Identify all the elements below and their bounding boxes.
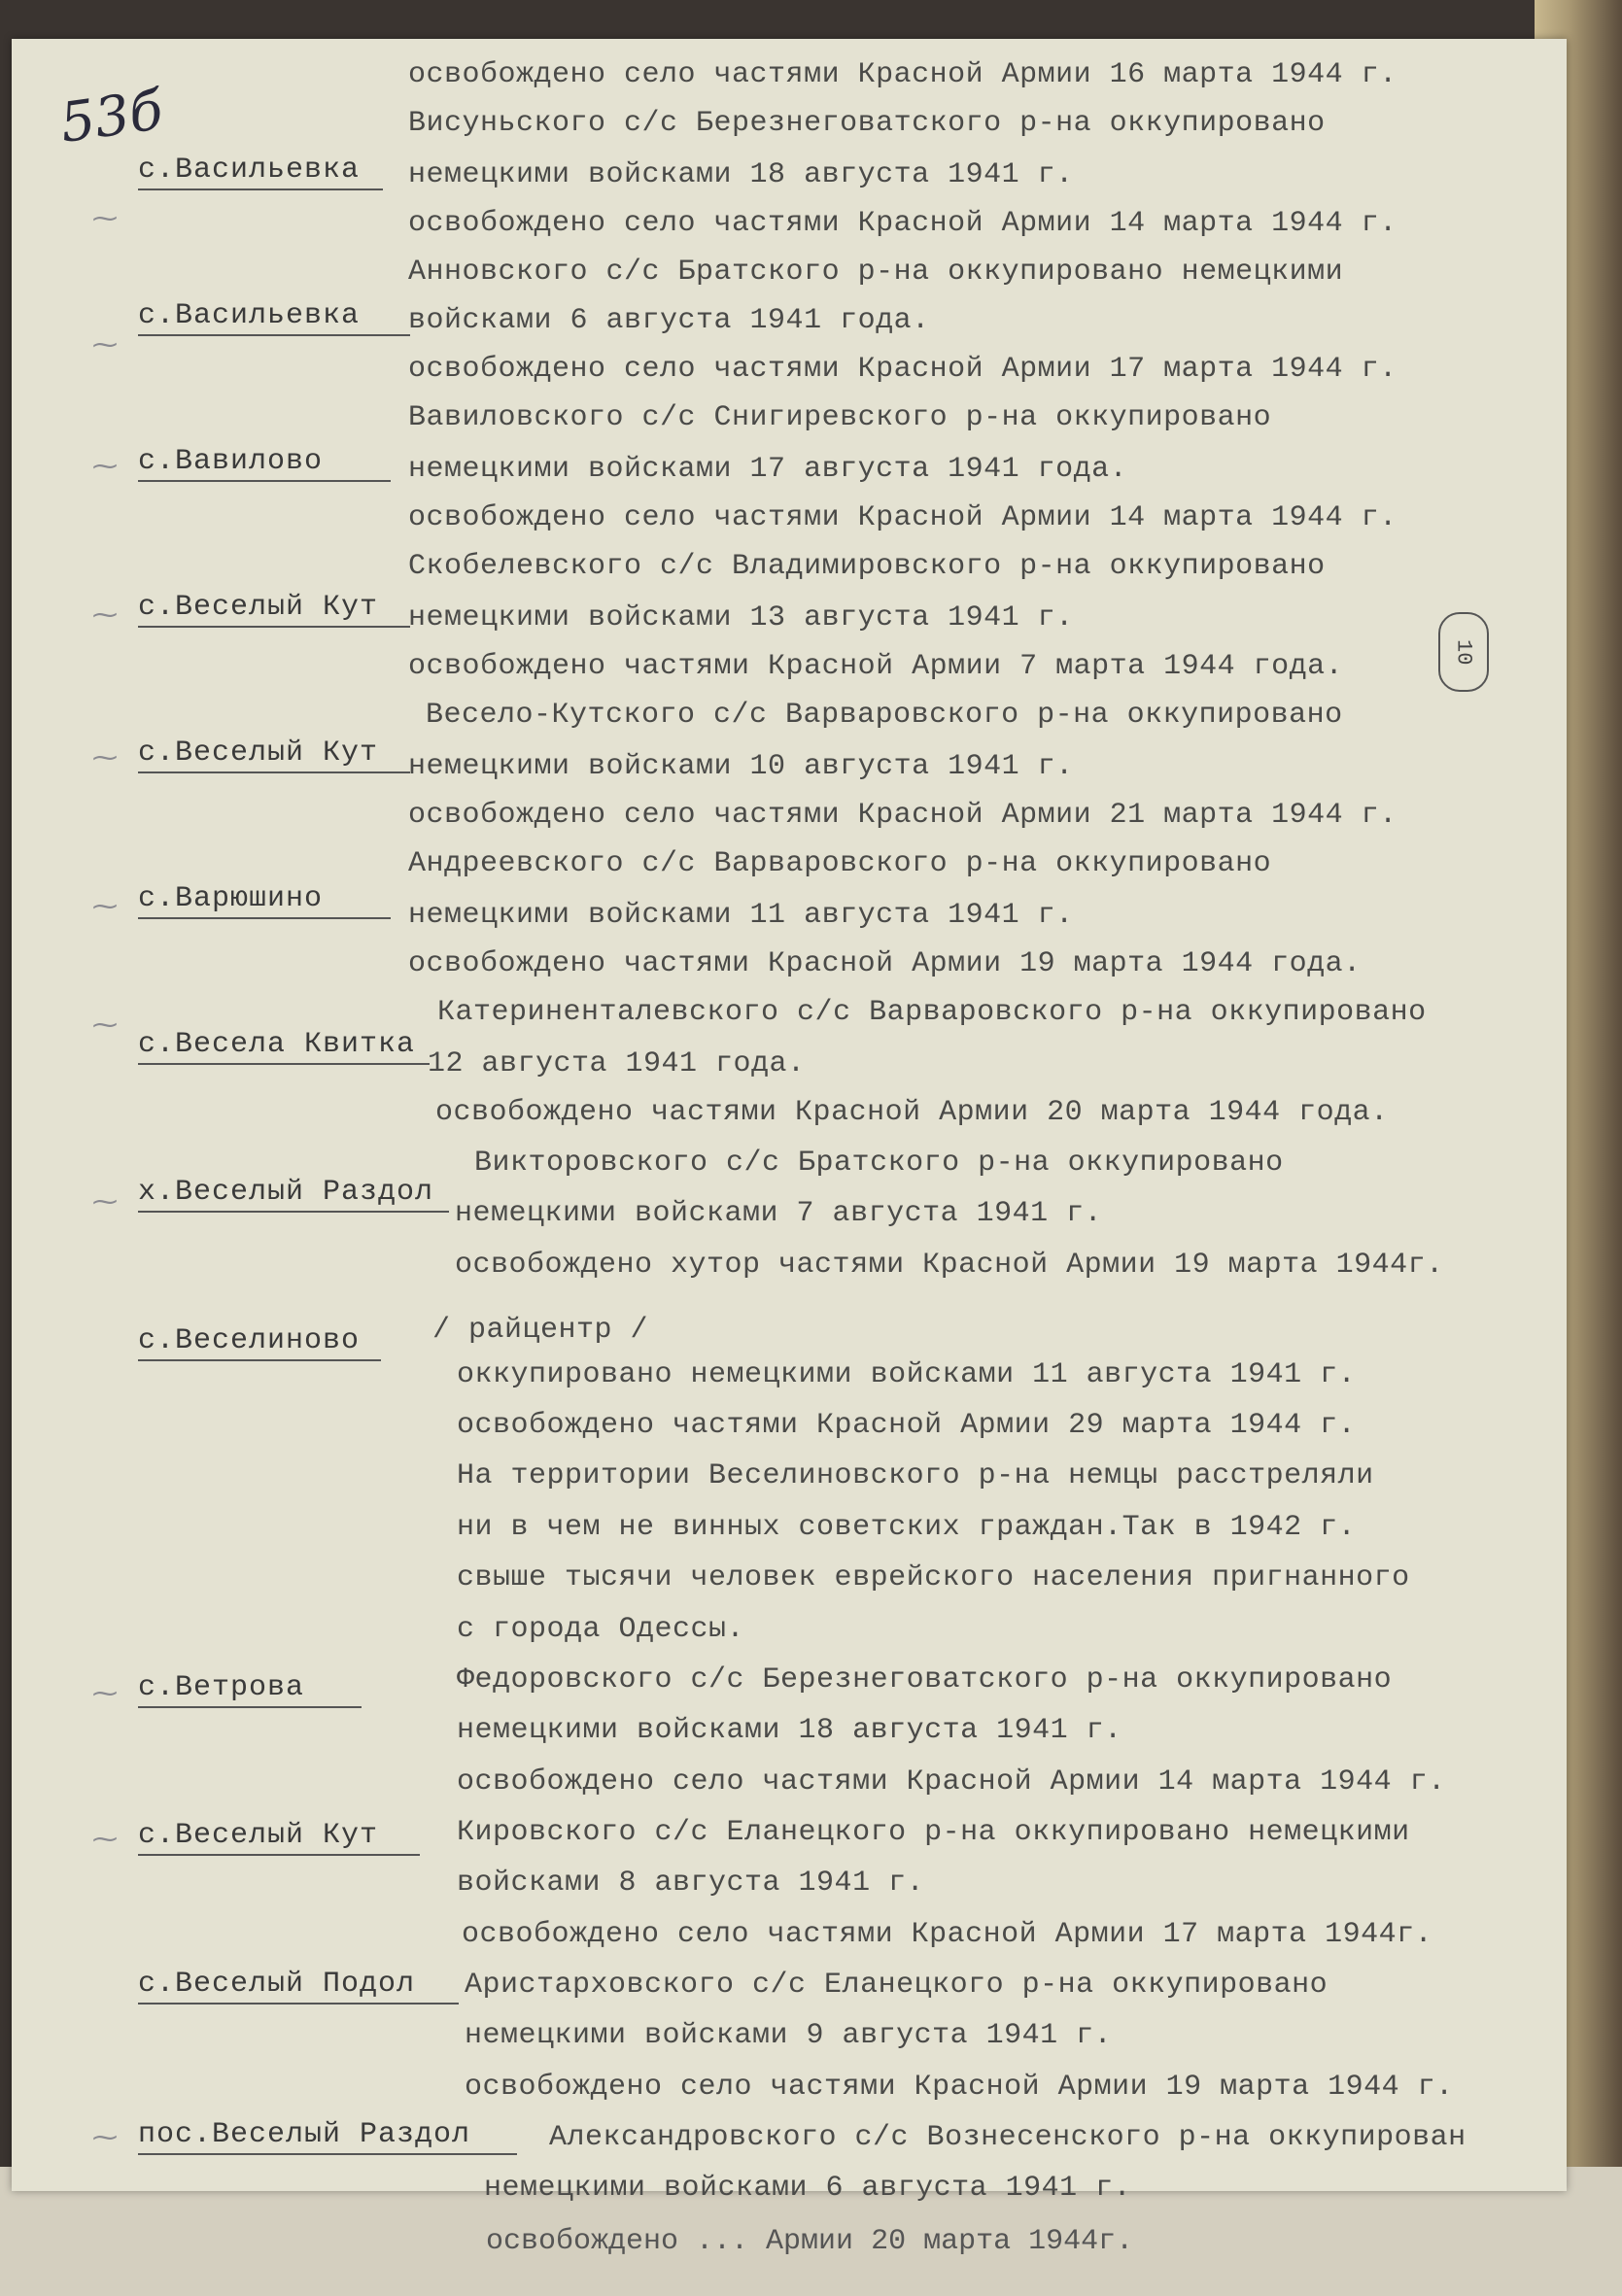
settlement-name: с.Весела Квитка <box>138 1028 430 1065</box>
text-line: 12 августа 1941 года. <box>428 1047 806 1080</box>
text-line: немецкими войсками 18 августа 1941 г. <box>408 158 1074 191</box>
text-line: Вавиловского с/с Снигиревского р-на оккупировано <box>408 401 1272 434</box>
margin-mark: ⁓ <box>92 743 118 772</box>
text-line: освобождено село частями Красной Армии 14 марта 1944 г. <box>408 207 1398 240</box>
text-line: немецкими войсками 18 августа 1941 г. <box>457 1714 1122 1747</box>
text-line: освобождено село частями Красной Армии 14 марта 1944 г. <box>457 1765 1446 1799</box>
text-line: немецкими войсками 13 августа 1941 г. <box>408 601 1074 634</box>
text-line: Андреевского с/с Варваровского р-на оккупировано <box>408 847 1272 880</box>
text-line: немецкими войсками 11 августа 1941 г. <box>408 899 1074 932</box>
text-line: немецкими войсками 9 августа 1941 г. <box>465 2019 1113 2052</box>
settlement-name: с.Веселый Подол <box>138 1968 459 2005</box>
text-line: освобождено село частями Красной Армии 19 марта 1944 г. <box>465 2071 1454 2104</box>
margin-mark: ⁓ <box>92 330 118 360</box>
text-line: немецкими войсками 6 августа 1941 г. <box>484 2172 1132 2205</box>
text-line: освобождено село частями Красной Армии 16 марта 1944 г. <box>408 58 1398 91</box>
text-line: войсками 8 августа 1941 г. <box>457 1867 925 1900</box>
text-line: освобождено частями Красной Армии 7 марта 1944 года. <box>408 650 1344 683</box>
settlement-name: с.Ветрова <box>138 1671 362 1708</box>
settlement-name: с.Веселый Кут <box>138 591 410 628</box>
settlement-name: с.Васильевка <box>138 299 410 336</box>
text-line: Весело-Кутского с/с Варваровского р-на оккупировано <box>426 699 1343 732</box>
text-line: освобождено село частями Красной Армии 17 марта 1944 г. <box>408 353 1398 386</box>
margin-mark: ⁓ <box>92 2123 118 2152</box>
margin-mark: ⁓ <box>92 600 118 630</box>
text-line: Кировского с/с Еланецкого р-на оккупировано немецкими <box>457 1816 1410 1849</box>
text-line: освобождено частями Красной Армии 19 марта 1944 года. <box>408 947 1362 980</box>
text-line: / райцентр / <box>432 1314 649 1347</box>
text-line: освобождено село частями Красной Армии 17 марта 1944г. <box>462 1918 1433 1951</box>
settlement-name: с.Веселый Кут <box>138 1819 420 1856</box>
text-line: войсками 6 августа 1941 года. <box>408 304 930 337</box>
text-line: освобождено село частями Красной Армии 14 марта 1944 г. <box>408 501 1398 534</box>
text-line: освобождено село частями Красной Армии 21 марта 1944 г. <box>408 799 1398 832</box>
settlement-name: х.Веселый Раздол <box>138 1176 449 1213</box>
settlement-name: с.Веселиново <box>138 1324 381 1361</box>
settlement-name: с.Варюшино <box>138 882 391 919</box>
text-line: Висуньского с/с Березнеговатского р-на оккупировано <box>408 107 1326 140</box>
text-line: с города Одессы. <box>457 1613 745 1646</box>
margin-mark: ⁓ <box>92 1679 118 1708</box>
margin-mark: ⁓ <box>92 1011 118 1040</box>
settlement-name: с.Веселый Кут <box>138 737 410 773</box>
text-line: немецкими войсками 7 августа 1941 г. <box>455 1197 1103 1230</box>
text-line: освобождено частями Красной Армии 29 марта 1944 г. <box>457 1409 1357 1442</box>
archive-stamp: 10 <box>1438 612 1489 692</box>
margin-mark: ⁓ <box>92 892 118 921</box>
text-line: освобождено хутор частями Красной Армии 19 марта 1944г. <box>455 1249 1444 1282</box>
page-number: 53б <box>55 78 167 156</box>
text-line: Скобелевского с/с Владимировского р-на оккупировано <box>408 550 1326 583</box>
text-line: Анновского с/с Братского р-на оккупировано немецкими <box>408 256 1344 289</box>
text-line: свыше тысячи человек еврейского населения пригнанного <box>457 1561 1410 1594</box>
text-line: На территории Веселиновского р-на немцы расстреляли <box>457 1459 1374 1492</box>
text-line: Федоровского с/с Березнеговатского р-на оккупировано <box>457 1663 1393 1696</box>
text-line: немецкими войсками 10 августа 1941 г. <box>408 750 1074 783</box>
text-line: Александровского с/с Вознесенского р-на оккупирован <box>549 2121 1467 2154</box>
text-line: Викторовского с/с Братского р-на оккупировано <box>474 1147 1284 1180</box>
settlement-name: пос.Веселый Раздол <box>138 2118 517 2155</box>
margin-mark: ⁓ <box>92 1825 118 1854</box>
text-line: оккупировано немецкими войсками 11 августа 1941 г. <box>457 1358 1357 1391</box>
margin-mark: ⁓ <box>92 452 118 481</box>
text-line: немецкими войсками 17 августа 1941 года. <box>408 453 1128 486</box>
margin-mark: ⁓ <box>92 1187 118 1217</box>
bottom-fragment: освобождено ... Армии 20 марта 1944г. <box>486 2225 1134 2258</box>
text-line: Катериненталевского с/с Варваровского р-на оккупировано <box>437 996 1427 1029</box>
settlement-name: с.Васильевка <box>138 154 383 190</box>
text-line: ни в чем не винных советских граждан.Так в 1942 г. <box>457 1511 1357 1544</box>
margin-mark: ⁓ <box>92 204 118 233</box>
text-line: освобождено частями Красной Армии 20 марта 1944 года. <box>435 1096 1389 1129</box>
text-line: Аристарховского с/с Еланецкого р-на оккупировано <box>465 1969 1329 2002</box>
settlement-name: с.Вавилово <box>138 445 391 482</box>
